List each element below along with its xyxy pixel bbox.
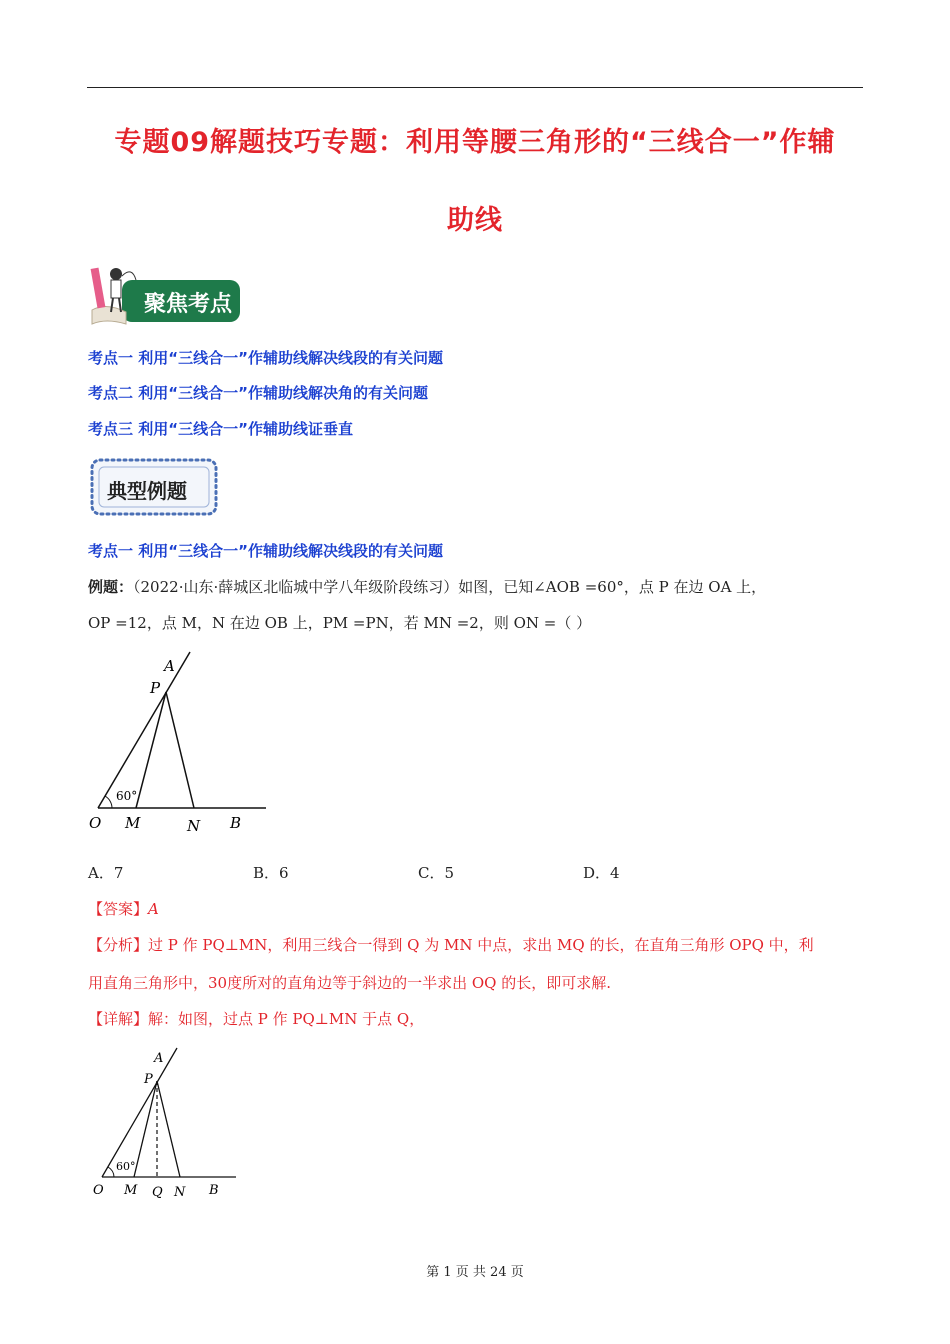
segment-pn-2 <box>157 1081 180 1177</box>
fig1-label-p: P <box>150 679 161 697</box>
header-rule <box>87 87 863 88</box>
figure-1 <box>80 648 280 838</box>
answer-value: A <box>148 900 159 918</box>
detail-line <box>88 1008 424 1029</box>
option-c: C．5 <box>418 864 455 882</box>
figure-2 <box>88 1044 248 1204</box>
fig2-label-n: N <box>174 1185 186 1200</box>
option-d: D．4 <box>583 864 620 882</box>
answer-line <box>88 898 159 919</box>
fig1-label-o: O <box>89 814 102 832</box>
ray-oa <box>98 652 190 808</box>
page-title-line2: 助线 <box>447 205 503 236</box>
section-heading: 考点一 利用“三线合一”作辅助线解决线段的有关问题 <box>88 542 443 560</box>
fig1-label-n: N <box>187 817 201 835</box>
fig1-label-b: B <box>230 814 242 832</box>
topic-1: 考点一 利用“三线合一”作辅助线解决线段的有关问题 <box>88 349 443 367</box>
page-footer: 第 1 页 共 24 页 <box>426 1265 524 1280</box>
topic-3: 考点三 利用“三线合一”作辅助线证垂直 <box>88 420 353 438</box>
detail-tag: 【详解】 <box>88 1010 149 1028</box>
segment-pn <box>166 692 194 808</box>
focus-badge-label: 聚焦考点 <box>144 292 233 317</box>
typical-examples-badge <box>90 458 218 516</box>
detail-text: 解：如图，过点 P 作 PQ⊥MN 于点 Q， <box>148 1010 425 1028</box>
option-b: B．6 <box>253 864 289 882</box>
page-title-line1: 专题09解题技巧专题：利用等腰三角形的“三线合一”作辅 <box>114 127 836 158</box>
option-a: A．7 <box>88 864 124 882</box>
topic-2: 考点二 利用“三线合一”作辅助线解决角的有关问题 <box>88 384 428 402</box>
fig2-label-p: P <box>144 1072 153 1087</box>
angle-arc-2 <box>108 1167 114 1177</box>
analysis-text-1: 过 P 作 PQ⊥MN，利用三线合一得到 Q 为 MN 中点，求出 MQ 的长，在直角三角形 OPQ 中，利 <box>148 936 814 954</box>
example-badge-label: 典型例题 <box>107 479 187 503</box>
fig2-label-q: Q <box>152 1185 163 1200</box>
segment-pm <box>136 692 166 808</box>
analysis-line-1 <box>88 934 814 955</box>
analysis-tag: 【分析】 <box>88 936 149 954</box>
fig2-label-o: O <box>93 1183 104 1198</box>
example-line-2: OP =12，点 M，N 在边 OB 上，PM =PN，若 MN =2，则 ON =（ ） <box>88 614 592 632</box>
angle-arc <box>105 796 112 808</box>
segment-pm-2 <box>134 1081 157 1177</box>
fig1-angle-label: 60° <box>116 789 138 803</box>
fig2-label-a: A <box>154 1051 164 1066</box>
answer-tag: 【答案】 <box>88 900 149 918</box>
focus-points-badge <box>86 262 242 326</box>
example-label: 例题： <box>88 578 134 596</box>
ray-oa-2 <box>102 1048 177 1177</box>
fig1-label-m: M <box>125 814 141 832</box>
analysis-line-2: 用直角三角形中，30度所对的直角边等于斜边的一半求出 OQ 的长，即可求解. <box>88 974 611 992</box>
example-line-1 <box>88 576 766 597</box>
fig2-label-b: B <box>209 1183 219 1198</box>
fig1-label-a: A <box>164 657 175 675</box>
example-text-1: （2022·山东·薛城区北临城中学八年级阶段练习）如图，已知∠AOB =60°，点 P 在边 OA 上， <box>133 578 767 596</box>
fig2-label-m: M <box>124 1183 138 1198</box>
fig2-angle-label: 60° <box>116 1160 136 1173</box>
